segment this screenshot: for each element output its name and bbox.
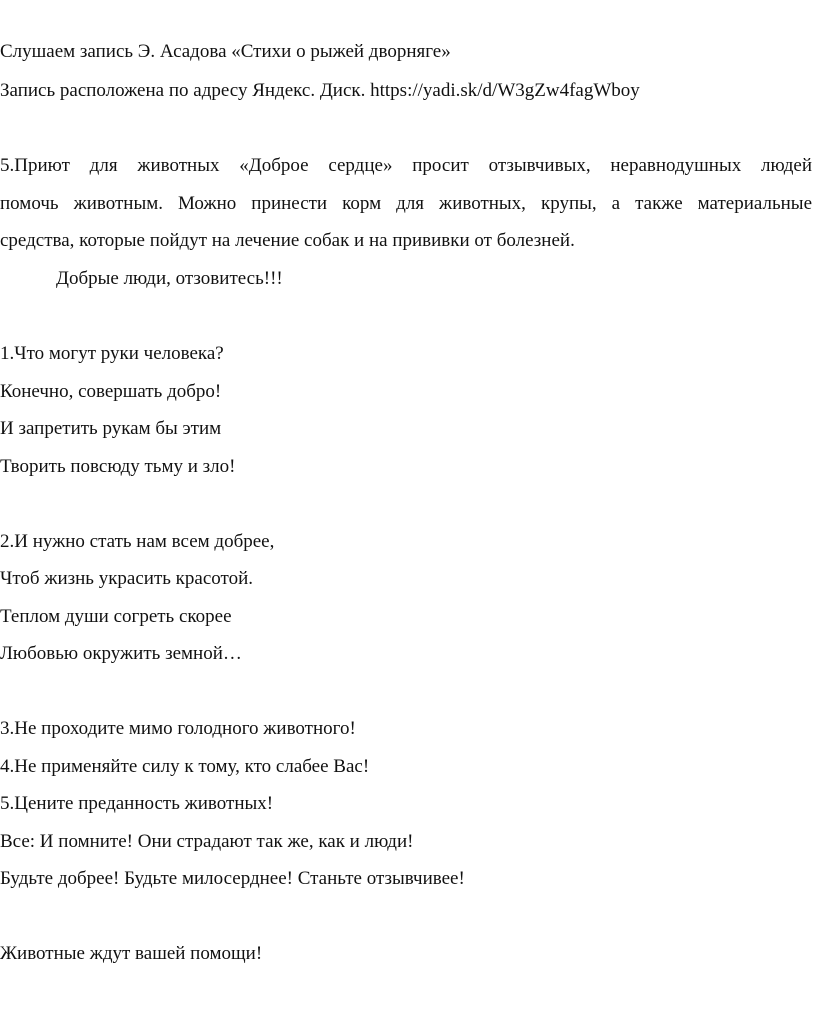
stanza2-line-4: Любовью окружить земной… [0,643,242,664]
stanza1-line-2: Конечно, совершать добро! [0,381,222,402]
rule-line-5: Будьте добрее! Будьте милосерднее! Станьте отзывчивее! [0,868,465,889]
stanza1-line-4: Творить повсюду тьму и зло! [0,456,236,477]
rule-line-1: 3.Не проходите мимо голодного животного! [0,718,356,739]
rule-line-4: Все: И помните! Они страдают так же, как и люди! [0,831,414,852]
recording-title-line: Слушаем запись Э. Асадова «Стихи о рыжей дворняге» [0,41,451,62]
closing-line: Животные ждут вашей помощи! [0,943,263,964]
recording-location-line: Запись расположена по адресу Яндекс. Диск. https://yadi.sk/d/W3gZw4fagWboy [0,80,640,101]
rule-line-2: 4.Не применяйте силу к тому, кто слабее Вас! [0,756,370,777]
rule-line-3: 5.Цените преданность животных! [0,793,274,814]
appeal-line-2: помочь животным. Можно принести корм для животных, крупы, а также материальные [0,193,812,214]
stanza2-line-1: 2.И нужно стать нам всем добрее, [0,531,275,552]
appeal-line-1: 5.Приют для животных «Доброе сердце» просит отзывчивых, неравнодушных людей [0,155,812,176]
stanza2-line-2: Чтоб жизнь украсить красотой. [0,568,254,589]
appeal-line-3: средства, которые пойдут на лечение собак и на прививки от болезней. [0,230,575,251]
stanza2-line-3: Теплом души согреть скорее [0,606,232,627]
stanza1-line-1: 1.Что могут руки человека? [0,343,224,364]
stanza1-line-3: И запретить рукам бы этим [0,418,222,439]
appeal-call-line: Добрые люди, отзовитесь!!! [56,268,283,289]
